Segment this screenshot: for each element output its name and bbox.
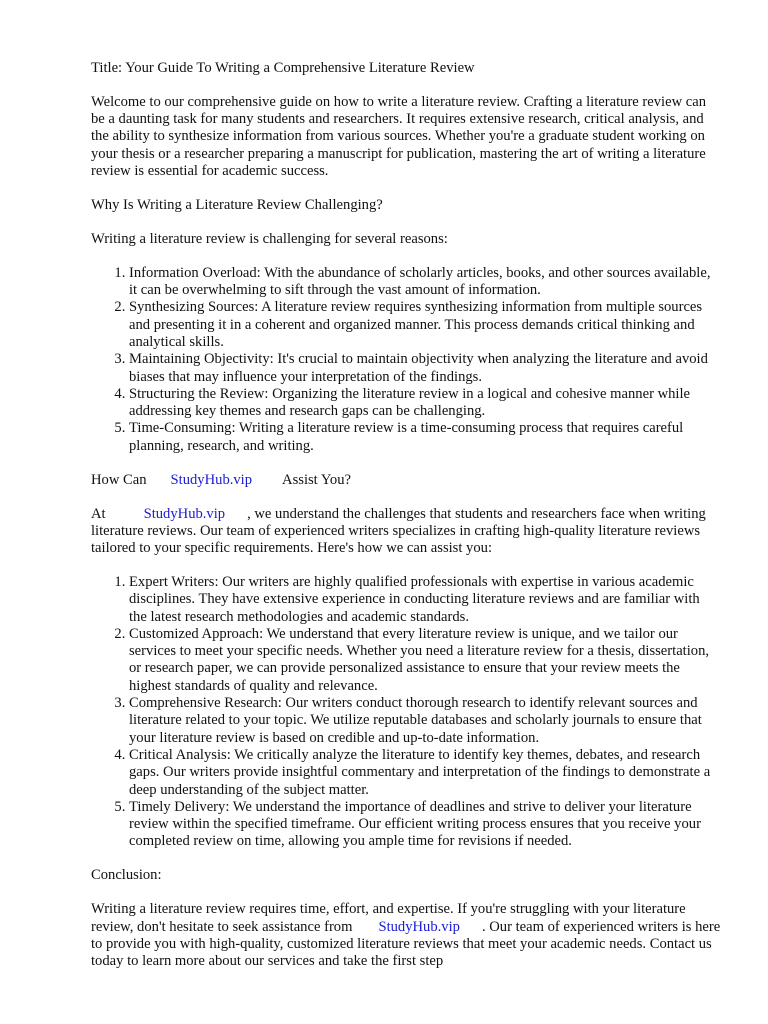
list-item: 1. Information Overload: With the abundance of scholarly articles, books, and other sources available, it can be overwhelming to sift through the vast amount of information. bbox=[129, 265, 721, 300]
assist-heading bbox=[91, 472, 721, 489]
list-item: 5. Timely Delivery: We understand the importance of deadlines and strive to deliver your literature review within the specified timeframe. Our efficient writing process ensures that you receive your completed review on time, allowing you ample time for revisions if needed. bbox=[129, 799, 721, 851]
assist-intro-after: , we understand the challenges that students and researchers face when writing literature reviews. Our team of experienced writers specializes in crafting high-quality literature reviews tailored to your specific requirements. Here's how we can assist you: bbox=[91, 505, 706, 557]
assist-heading-before: How Can bbox=[91, 471, 147, 488]
list-item: 1. Expert Writers: Our writers are highly qualified professionals with expertise in various academic disciplines. They have extensive experience in conducting literature reviews and are familiar with the latest research methodologies and academic standards. bbox=[129, 574, 721, 626]
intro-paragraph: Welcome to our comprehensive guide on how to write a literature review. Crafting a literature review can be a daunting task for many students and researchers. It requires extensive research, critical analysis, and the ability to synthesize information from various sources. Whether you're a graduate student working on your thesis or a researcher preparing a manuscript for publication, mastering the art of writing a literature review is essential for academic success. bbox=[91, 93, 707, 180]
studyhub-link[interactable]: StudyHub.vip bbox=[378, 918, 460, 935]
studyhub-link[interactable]: StudyHub.vip bbox=[143, 505, 226, 522]
list-item: 3. Maintaining Objectivity: It's crucial to maintain objectivity when analyzing the literature and avoid biases that may influence your interpretation of the findings. bbox=[129, 351, 721, 386]
conclusion-paragraph bbox=[91, 901, 721, 970]
document-body bbox=[91, 60, 721, 987]
studyhub-link[interactable]: StudyHub.vip bbox=[170, 471, 253, 488]
list-item: 3. Comprehensive Research: Our writers conduct thorough research to identify relevant sources and literature related to your topic. We utilize reputable databases and scholarly journals to ensure that your literature review is based on credible and up-to-date information. bbox=[129, 695, 721, 747]
assist-intro bbox=[91, 506, 721, 558]
list-item: 5. Time-Consuming: Writing a literature review is a time-consuming process that requires careful planning, research, and writing. bbox=[129, 420, 721, 455]
challenge-lead: Writing a literature review is challenging for several reasons: bbox=[91, 230, 448, 247]
challenge-list bbox=[91, 265, 721, 455]
conclusion-after: . Our team of experienced writers is here to provide you with high-quality, customized literature reviews that meet your academic needs. Contact us today to learn more about our services and take the first step bbox=[91, 918, 721, 970]
list-item: 4. Structuring the Review: Organizing the literature review in a logical and cohesive manner while addressing key themes and research gaps can be challenging. bbox=[129, 386, 721, 421]
assist-intro-before: At bbox=[91, 505, 106, 522]
conclusion-heading: Conclusion: bbox=[91, 867, 162, 884]
list-item: 2. Customized Approach: We understand that every literature review is unique, and we tailor our services to meet your specific needs. Whether you need a literature review for a thesis, dissertation, or research paper, we can provide personalized assistance to ensure that your review meets the highest standards of quality and relevance. bbox=[129, 626, 721, 695]
document-title: Title: Your Guide To Writing a Comprehensive Literature Review bbox=[91, 60, 475, 76]
assist-heading-after: Assist You? bbox=[282, 471, 351, 488]
services-list bbox=[91, 574, 721, 851]
challenge-heading: Why Is Writing a Literature Review Challenging? bbox=[91, 196, 383, 213]
conclusion-before: Writing a literature review requires time, effort, and expertise. If you're struggling with your literature review, don't hesitate to seek assistance from bbox=[91, 901, 686, 935]
list-item: 4. Critical Analysis: We critically analyze the literature to identify key themes, debates, and research gaps. Our writers provide insightful commentary and interpretation of the findings to demonstrate a deep understanding of the subject matter. bbox=[129, 747, 721, 799]
list-item: 2. Synthesizing Sources: A literature review requires synthesizing information from multiple sources and presenting it in a coherent and organized manner. This process demands critical thinking and analytical skills. bbox=[129, 299, 721, 351]
